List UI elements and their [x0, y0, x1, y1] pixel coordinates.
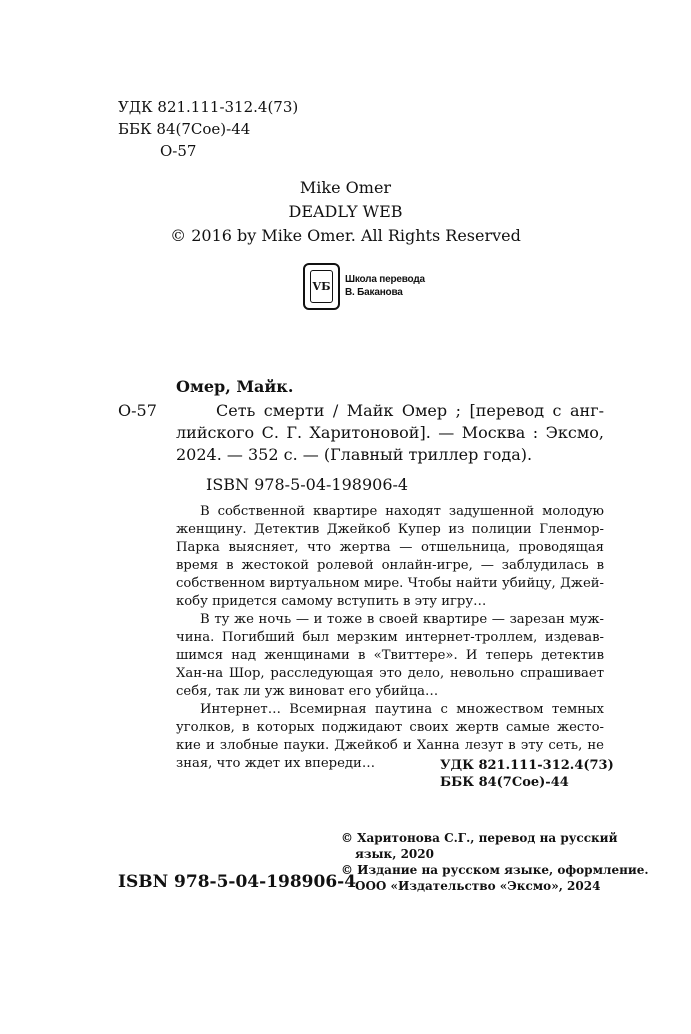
annotation: [176, 503, 604, 773]
annotation-paragraph-2: В ту же ночь — и тоже в своей квартире — зарезан муж-чина. Погибший был мерзким интернет-троллем, издевав-шимся над женщинами в «Твиттере». И теперь детектив Хан-на Шор, расследующая это дело, невольно спрашивает себя, так ли уж виноват его убийца…: [176, 612, 604, 699]
original-copyright: © 2016 by Mike Omer. All Rights Reserved: [170, 226, 521, 245]
biblio-line-2: лийского С. Г. Харитоновой]. — Москва : Эксмо,: [176, 423, 604, 442]
logo-caption-line1: Школа перевода: [345, 274, 425, 285]
udk-header: УДК 821.111-312.4(73): [118, 98, 299, 116]
logo-caption: [345, 273, 425, 299]
biblio-code: О-57: [118, 401, 157, 420]
edition-copyright: [341, 862, 649, 894]
translation-copyright-line2: язык, 2020: [355, 847, 434, 861]
annotation-paragraph-1: В собственной квартире находят задушенной молодую женщину. Детектив Джейкоб Купер из полиции Гленмор-Парка выясняет, что жертва — отшельница, проводящая время в жестокой ролевой онлайн-игре, — заблудилась в собственном виртуальном мире. Чтобы найти убийцу, Джей-кобу придется самому вступить в эту игру…: [176, 504, 604, 609]
footer-isbn: ISBN 978-5-04-198906-4: [118, 872, 357, 892]
biblio-line-1: Сеть смерти / Майк Омер ; [перевод с анг-: [216, 401, 604, 420]
udk-bottom: УДК 821.111-312.4(73): [440, 758, 614, 773]
author-code-header: О-57: [160, 142, 197, 160]
original-author: Mike Omer: [299, 178, 392, 197]
original-title: DEADLY WEB: [288, 202, 403, 221]
biblio-isbn: ISBN 978-5-04-198906-4: [206, 475, 409, 494]
bbk-bottom: ББК 84(7Сое)-44: [440, 775, 569, 790]
biblio-line-3: 2024. — 352 с. — (Главный триллер года).: [176, 445, 533, 464]
logo-mark: VБ: [310, 270, 333, 303]
edition-copyright-line1: © Издание на русском языке, оформление.: [341, 863, 649, 877]
translation-copyright: [341, 830, 617, 862]
logo-caption-line2: В. Баканова: [345, 287, 403, 298]
translation-school-logo: [303, 263, 340, 310]
edition-copyright-line2: ООО «Издательство «Эксмо», 2024: [355, 879, 601, 893]
annotation-paragraph-3: Интернет… Всемирная паутина с множеством темных уголков, в которых поджидают своих жертв самые жесто-кие и злобные пауки. Джейкоб и Ханна лезут в эту сеть, не зная, что ждет их впереди…: [176, 702, 604, 771]
biblio-author: Омер, Майк.: [176, 377, 294, 396]
translation-copyright-line1: © Харитонова С.Г., перевод на русский: [341, 831, 618, 845]
bbk-header: ББК 84(7Сое)-44: [118, 120, 251, 138]
